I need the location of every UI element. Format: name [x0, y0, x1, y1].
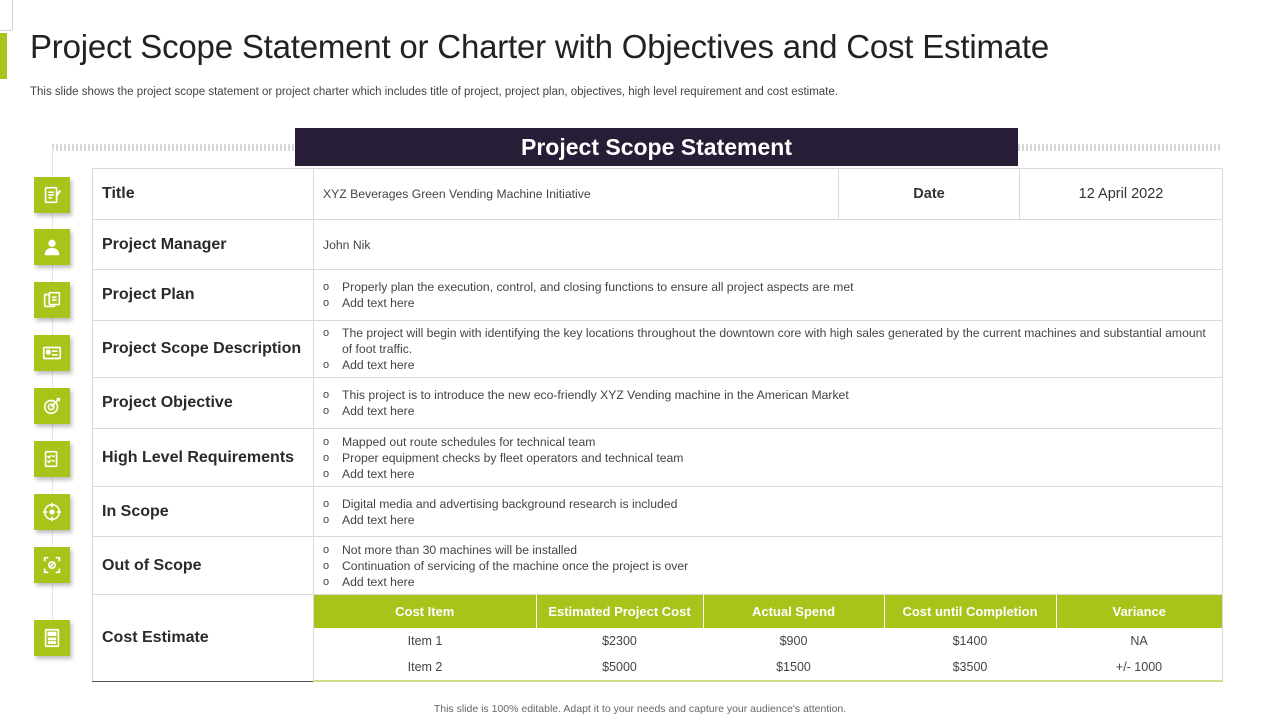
header-stripes-left [52, 144, 295, 151]
table-row [93, 270, 1223, 321]
cost-estimate-table [314, 595, 1222, 680]
person-icon [34, 229, 70, 265]
table-row [93, 321, 1223, 378]
list-item: o Not more than 30 machines will be installed [323, 542, 578, 557]
list-item: o Add text here [323, 404, 415, 418]
cost-cell: $5000 [602, 660, 637, 674]
document-icon [34, 282, 70, 318]
list-item: o Add text here [323, 358, 415, 372]
table-row [93, 169, 1223, 220]
slide-title: Project Scope Statement or Charter with Objectives and Cost Estimate [30, 28, 1050, 65]
row-label-title: Title [93, 169, 314, 220]
project-manager-value: John Nik [314, 220, 1223, 270]
project-plan-value [314, 270, 1223, 321]
footer-note: This slide is 100% editable. Adapt it to your needs and capture your audience's attention. [433, 703, 847, 715]
cost-cell: $1400 [952, 634, 988, 648]
row-label-out-of-scope: Out of Scope [93, 537, 314, 595]
notepad-icon [34, 177, 70, 213]
table-row [93, 595, 1223, 682]
cost-header-variance: Variance [1056, 595, 1222, 628]
cost-header-row [314, 595, 1222, 628]
cost-cell: Item 1 [407, 634, 443, 648]
corner-decoration [12, 0, 13, 30]
table-row [93, 429, 1223, 487]
list-item: o Mapped out route schedules for technical team [323, 434, 596, 449]
list-item: o Add text here [323, 296, 415, 310]
list-item: o Add text here [323, 574, 415, 589]
date-label: Date [839, 169, 1020, 220]
row-label-project-objective: Project Objective [93, 378, 314, 429]
cost-header-item: Cost Item [314, 595, 536, 628]
title-accent-bar [0, 33, 7, 79]
checklist-icon [34, 441, 70, 477]
table-row [93, 487, 1223, 537]
list-item: o Continuation of servicing of the machine once the project is over [323, 558, 689, 573]
target-icon [34, 388, 70, 424]
header-stripes-right [1018, 144, 1222, 151]
list-item: o Add text here [323, 466, 415, 481]
id-card-icon [34, 335, 70, 371]
cost-estimate-cell [314, 595, 1223, 682]
calculator-icon [34, 620, 70, 656]
table-row [93, 220, 1223, 270]
table-row [93, 537, 1223, 595]
cost-cell: Item 2 [407, 660, 443, 674]
row-label-project-plan: Project Plan [93, 270, 314, 321]
corner-decoration [0, 30, 12, 31]
cost-cell: $3500 [952, 660, 988, 674]
scope-description-value [314, 321, 1223, 378]
project-title-value: XYZ Beverages Green Vending Machine Initiative [314, 169, 839, 220]
scope-statement-table [92, 168, 1223, 682]
cost-cell: $2300 [602, 634, 637, 648]
cost-header-actual: Actual Spend [703, 595, 884, 628]
requirements-value [314, 429, 1223, 487]
table-header-band: Project Scope Statement [295, 128, 1018, 166]
list-item: o Add text here [323, 512, 415, 527]
row-label-scope-description: Project Scope Description [93, 321, 314, 378]
list-item: o Proper equipment checks by fleet operators and technical team [323, 450, 684, 465]
list-item: o Properly plan the execution, control, and closing functions to ensure all project aspects are met [323, 280, 854, 294]
out-of-scope-value [314, 537, 1223, 595]
in-scope-value [314, 487, 1223, 537]
slide-subtitle: This slide shows the project scope statement or project charter which includes title of project, project plan, objectives, high level requirement and cost estimate. [30, 86, 838, 98]
cost-cell: $1500 [776, 660, 811, 674]
row-label-cost-estimate: Cost Estimate [93, 595, 314, 682]
cost-header-estimated: Estimated Project Cost [536, 595, 703, 628]
table-row [93, 378, 1223, 429]
project-objective-value [314, 378, 1223, 429]
table-row [314, 628, 1222, 654]
date-value: 12 April 2022 [1020, 169, 1223, 220]
cost-cell: +/- 1000 [1115, 660, 1163, 674]
cost-header-until-completion: Cost until Completion [884, 595, 1056, 628]
list-item: o The project will begin with identifying the key locations throughout the downtown core with high sales generated by the current machines and substantial amount of foot traffic. [323, 326, 1206, 356]
cost-cell: $900 [779, 634, 808, 648]
table-row [314, 654, 1222, 680]
list-item: o This project is to introduce the new eco-friendly XYZ Vending machine in the American Market [323, 388, 849, 402]
row-label-in-scope: In Scope [93, 487, 314, 537]
row-label-project-manager: Project Manager [93, 220, 314, 270]
row-label-requirements: High Level Requirements [93, 429, 314, 487]
crosshair-icon [34, 494, 70, 530]
scope-icon [34, 547, 70, 583]
cost-cell: NA [1130, 634, 1148, 648]
list-item: o Digital media and advertising background research is included [323, 496, 678, 511]
